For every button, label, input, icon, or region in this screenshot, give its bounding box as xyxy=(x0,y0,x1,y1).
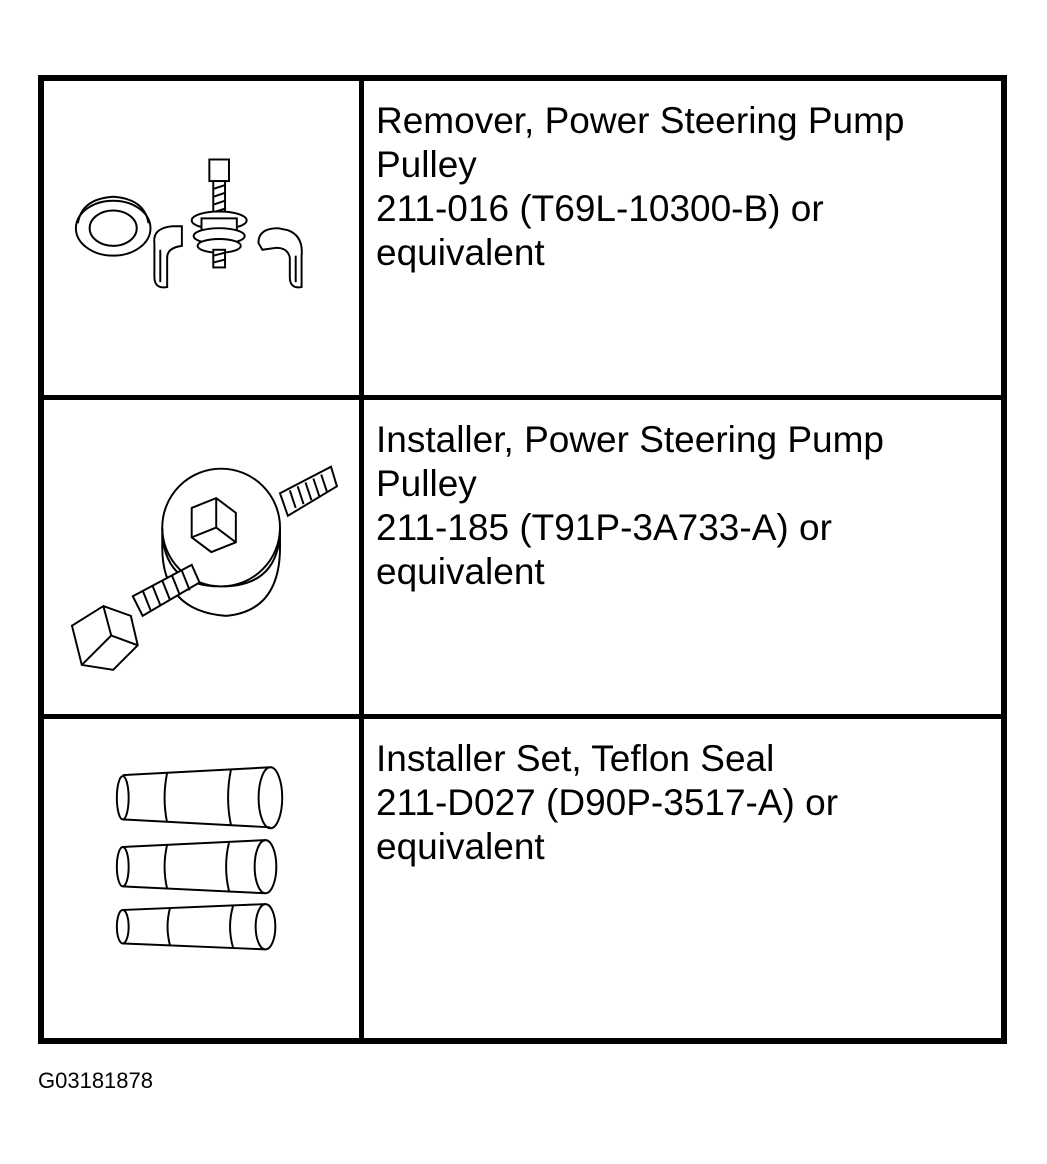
tool-part-number: 211-016 (T69L-10300-B) or xyxy=(376,188,824,229)
tool-row-pulley-installer xyxy=(44,400,1001,719)
tool-description-pulley-remover xyxy=(364,81,1001,395)
tool-equivalent-note: equivalent xyxy=(376,232,545,273)
special-tools-table xyxy=(38,75,1007,1044)
tool-name-line: Pulley xyxy=(376,144,477,185)
tool-name-line: Installer Set, Teflon Seal xyxy=(376,738,775,779)
tool-part-number: 211-D027 (D90P-3517-A) or xyxy=(376,782,839,823)
tool-name-line: Remover, Power Steering Pump xyxy=(376,100,905,141)
teflon-seal-installer-illustration xyxy=(44,719,364,1038)
tool-equivalent-note: equivalent xyxy=(376,551,545,592)
teflon-seal-installer-set-icon xyxy=(44,719,359,1038)
tool-description-teflon-seal-installer xyxy=(364,719,1001,1038)
tool-row-teflon-seal-installer xyxy=(44,719,1001,1038)
tool-row-pulley-remover xyxy=(44,81,1001,400)
pulley-remover-illustration xyxy=(44,81,364,395)
pulley-installer-icon xyxy=(44,400,359,714)
tool-part-number: 211-185 (T91P-3A733-A) or xyxy=(376,507,832,548)
pulley-remover-icon xyxy=(44,81,359,395)
tool-equivalent-note: equivalent xyxy=(376,826,545,867)
tool-description-pulley-installer xyxy=(364,400,1001,714)
tool-name-line: Installer, Power Steering Pump xyxy=(376,419,884,460)
pulley-installer-illustration xyxy=(44,400,364,714)
figure-id: G03181878 xyxy=(38,1068,153,1093)
tool-name-line: Pulley xyxy=(376,463,477,504)
